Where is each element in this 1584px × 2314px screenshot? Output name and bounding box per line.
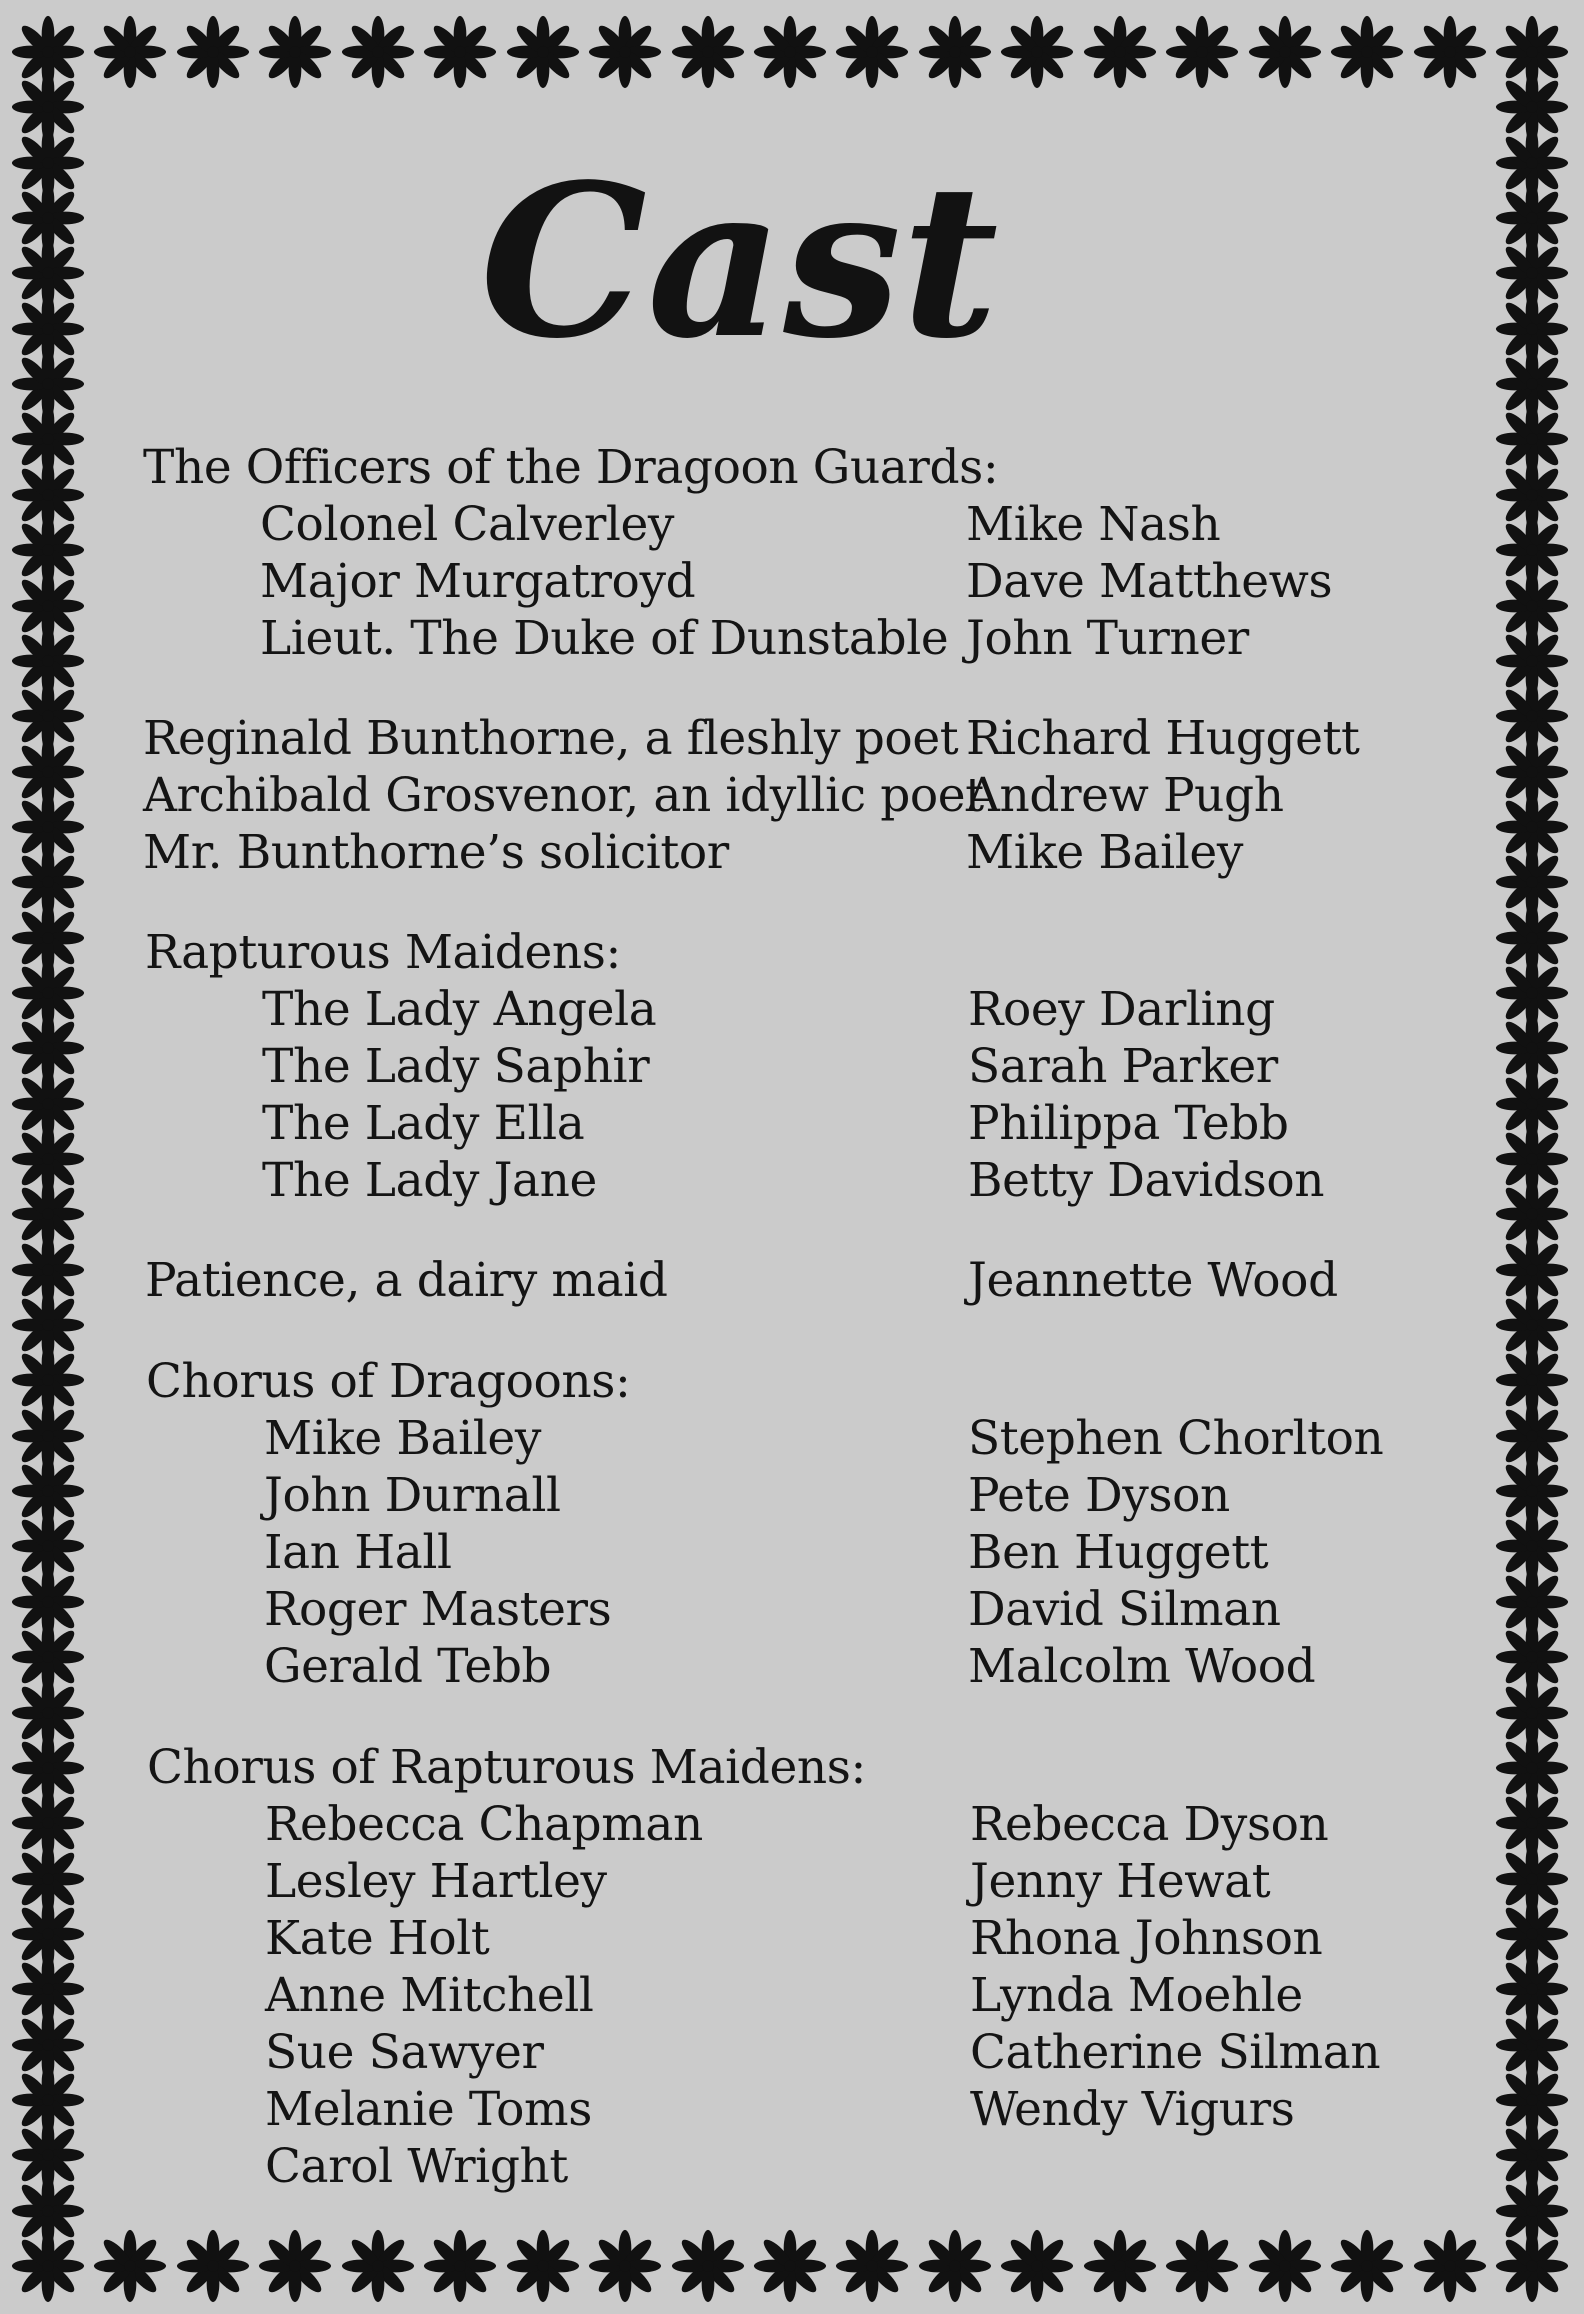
role-name: Mr. Bunthorne’s solicitor xyxy=(143,825,729,880)
title-text: Cast xyxy=(480,150,999,380)
chorus-member: Pete Dyson xyxy=(968,1468,1230,1523)
actor-name: Philippa Tebb xyxy=(968,1096,1289,1151)
role-name: The Lady Jane xyxy=(262,1153,597,1208)
chorus-member: Mike Bailey xyxy=(264,1411,541,1466)
chorus-member: Ben Huggett xyxy=(968,1525,1269,1580)
actor-name: Roey Darling xyxy=(968,982,1275,1037)
section-heading: Chorus of Rapturous Maidens: xyxy=(147,1740,866,1795)
role-name: Patience, a dairy maid xyxy=(145,1253,668,1308)
role-name: The Lady Angela xyxy=(262,982,657,1037)
chorus-member: Kate Holt xyxy=(265,1911,490,1966)
chorus-member: Stephen Chorlton xyxy=(968,1411,1384,1466)
chorus-member: Anne Mitchell xyxy=(265,1968,594,2023)
chorus-member: Malcolm Wood xyxy=(968,1639,1316,1694)
chorus-member: Rebecca Chapman xyxy=(265,1797,703,1852)
section-heading: Rapturous Maidens: xyxy=(145,925,621,980)
role-name: Reginald Bunthorne, a fleshly poet xyxy=(143,711,959,766)
chorus-member: Sue Sawyer xyxy=(265,2025,544,2080)
actor-name: Sarah Parker xyxy=(968,1039,1278,1094)
chorus-member: Lesley Hartley xyxy=(265,1854,607,1909)
chorus-member: Roger Masters xyxy=(264,1582,612,1637)
role-name: Lieut. The Duke of Dunstable xyxy=(260,611,949,666)
role-name: Major Murgatroyd xyxy=(260,554,696,609)
chorus-member: Wendy Vigurs xyxy=(970,2082,1295,2137)
chorus-member: Melanie Toms xyxy=(265,2082,592,2137)
actor-name: Dave Matthews xyxy=(966,554,1333,609)
actor-name: Mike Nash xyxy=(966,497,1221,552)
actor-name: Andrew Pugh xyxy=(966,768,1284,823)
actor-name: John Turner xyxy=(966,611,1249,666)
role-name: The Lady Saphir xyxy=(262,1039,650,1094)
chorus-member: John Durnall xyxy=(264,1468,561,1523)
chorus-member: Catherine Silman xyxy=(970,2025,1381,2080)
chorus-member: Rhona Johnson xyxy=(970,1911,1323,1966)
chorus-member: Carol Wright xyxy=(265,2139,568,2194)
role-name: Archibald Grosvenor, an idyllic poet xyxy=(143,768,984,823)
actor-name: Mike Bailey xyxy=(966,825,1243,880)
actor-name: Betty Davidson xyxy=(968,1153,1325,1208)
section-heading: Chorus of Dragoons: xyxy=(146,1354,631,1409)
actor-name: Jeannette Wood xyxy=(968,1253,1338,1308)
chorus-member: David Silman xyxy=(968,1582,1281,1637)
chorus-member: Ian Hall xyxy=(264,1525,452,1580)
actor-name: Richard Huggett xyxy=(966,711,1360,766)
chorus-member: Lynda Moehle xyxy=(970,1968,1303,2023)
chorus-member: Rebecca Dyson xyxy=(970,1797,1329,1852)
section-heading: The Officers of the Dragoon Guards: xyxy=(143,440,999,495)
role-name: The Lady Ella xyxy=(262,1096,585,1151)
role-name: Colonel Calverley xyxy=(260,497,675,552)
chorus-member: Jenny Hewat xyxy=(970,1854,1271,1909)
chorus-member: Gerald Tebb xyxy=(264,1639,552,1694)
